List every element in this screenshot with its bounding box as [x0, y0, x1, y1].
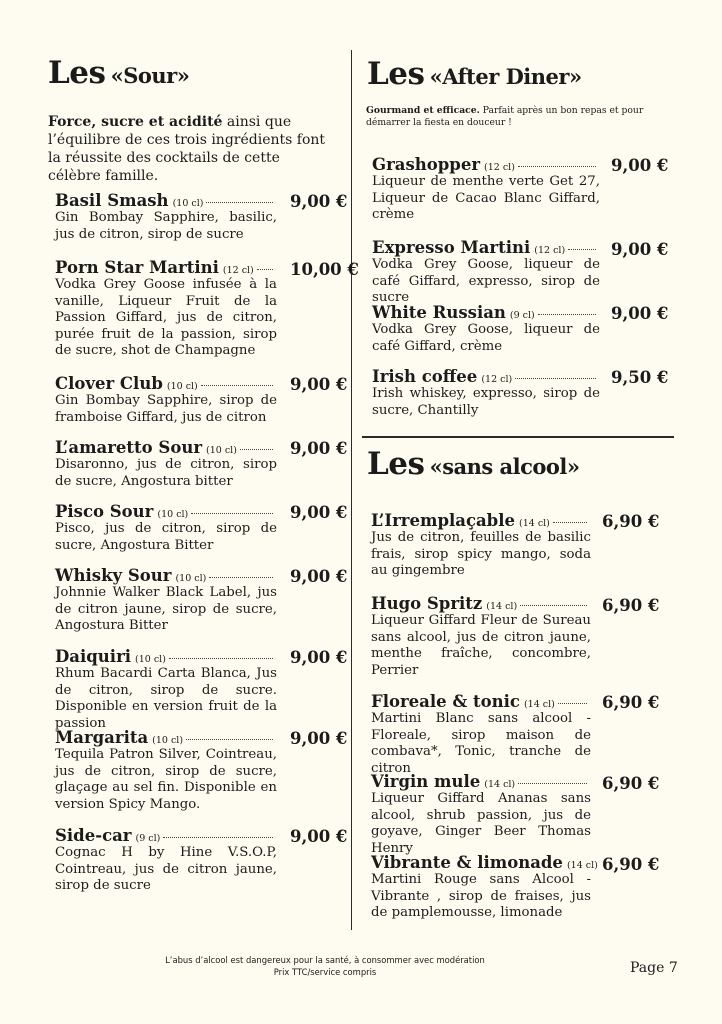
- item-description: Cognac H by Hine V.S.O.P, Cointreau, jus de citron jaune, sirop de sucre: [55, 845, 277, 894]
- menu-item: [372, 303, 600, 355]
- item-volume: (12 cl): [484, 162, 515, 173]
- after-intro: [366, 105, 674, 129]
- leader-dots: [257, 269, 273, 270]
- item-name: White Russian: [372, 303, 506, 322]
- item-volume: (10 cl): [172, 198, 204, 209]
- item-price: 10,00 €: [290, 260, 359, 279]
- menu-item: [372, 367, 600, 419]
- item-description: Gin Bombay Sapphire, basilic, jus de citron, sirop de sucre: [55, 210, 277, 242]
- after-intro-text: Parfait après un bon repas et pour démarrer la fiesta en douceur !: [366, 105, 644, 128]
- sans-title: [367, 446, 580, 482]
- item-volume: (10 cl): [166, 381, 198, 392]
- price-note: Prix TTC/service compris: [273, 967, 377, 977]
- item-description: Gin Bombay Sapphire, sirop de framboise Giffard, jus de citron: [55, 393, 277, 425]
- item-name: Porn Star Martini: [55, 258, 219, 277]
- item-description: Vodka Grey Goose, liqueur de café Giffard, expresso, sirop de sucre: [372, 257, 600, 306]
- item-description: Vodka Grey Goose, liqueur de café Giffard, crème: [372, 322, 600, 354]
- leader-dots: [538, 314, 596, 315]
- item-price: 9,00 €: [290, 375, 348, 394]
- leader-dots: [515, 378, 596, 379]
- item-name: Pisco Sour: [55, 502, 154, 521]
- item-description: Jus de citron, feuilles de basilic frais, sirop spicy mango, soda au gingembre: [371, 530, 591, 579]
- item-description: Rhum Bacardi Carta Blanca, Jus de citron, sirop de sucre. Disponible en version fruit de la passion: [55, 666, 277, 731]
- item-name: Daiquiri: [55, 647, 132, 666]
- menu-item: [371, 594, 591, 679]
- item-name: Expresso Martini: [372, 238, 531, 257]
- leader-dots: [568, 249, 596, 250]
- sour-title-prefix: Les: [48, 55, 106, 91]
- leader-dots: [518, 783, 587, 784]
- item-description: Liqueur de menthe verte Get 27, Liqueur de Cacao Blanc Giffard, crème: [372, 174, 600, 223]
- item-name: Side-car: [55, 826, 132, 845]
- item-volume: (9 cl): [509, 310, 535, 321]
- menu-item: [371, 853, 598, 922]
- item-price: 9,00 €: [611, 304, 669, 323]
- leader-dots: [553, 522, 587, 523]
- item-name: L’Irremplaçable: [371, 511, 515, 530]
- menu-item: [371, 511, 591, 580]
- item-name: Grashopper: [372, 155, 481, 174]
- item-price: 6,90 €: [602, 596, 660, 615]
- item-description: Vodka Grey Goose infusée à la vanille, Liqueur Fruit de la Passion Giffard, jus de citron, purée fruit de la passion, sirop de sucre, shot de Champagne: [55, 277, 277, 359]
- menu-item: [55, 258, 277, 360]
- item-name: Clover Club: [55, 374, 163, 393]
- menu-item: [372, 155, 600, 224]
- item-description: Johnnie Walker Black Label, jus de citron jaune, sirop de sucre, Angostura Bitter: [55, 585, 277, 634]
- item-price: 6,90 €: [602, 774, 660, 793]
- item-volume: (10 cl): [157, 509, 189, 520]
- leader-dots: [520, 605, 587, 606]
- item-name: Margarita: [55, 728, 149, 747]
- item-price: 9,00 €: [290, 439, 348, 458]
- item-price: 9,00 €: [290, 567, 348, 586]
- item-price: 9,00 €: [611, 240, 669, 259]
- menu-item: [55, 647, 277, 732]
- item-volume: (14 cl): [523, 699, 555, 710]
- sour-title-main: «Sour»: [110, 63, 190, 88]
- menu-item: [55, 374, 277, 426]
- after-title-main: «After Diner»: [429, 64, 582, 89]
- leader-dots: [240, 449, 273, 450]
- leader-dots: [206, 202, 273, 203]
- page-number: Page 7: [630, 960, 678, 976]
- item-description: Disaronno, jus de citron, sirop de sucre, Angostura bitter: [55, 457, 277, 489]
- item-name: L’amaretto Sour: [55, 438, 203, 457]
- item-price: 6,90 €: [602, 693, 660, 712]
- menu-item: [371, 692, 591, 777]
- item-volume: (9 cl): [135, 833, 161, 844]
- item-volume: (12 cl): [534, 245, 566, 256]
- item-price: 9,50 €: [611, 368, 669, 387]
- leader-dots: [558, 703, 587, 704]
- leader-dots: [518, 166, 596, 167]
- leader-dots: [209, 577, 273, 578]
- item-price: 6,90 €: [602, 512, 660, 531]
- item-price: 9,00 €: [290, 192, 348, 211]
- item-volume: (12 cl): [222, 265, 254, 276]
- item-volume: (14 cl): [519, 518, 550, 529]
- item-name: Irish coffee: [372, 367, 478, 386]
- item-description: Liqueur Giffard Fleur de Sureau sans alcool, jus de citron jaune, menthe fraîche, concombre, Perrier: [371, 613, 591, 678]
- section-divider: [362, 436, 674, 438]
- item-price: 6,90 €: [602, 855, 660, 874]
- after-title-prefix: Les: [367, 56, 425, 92]
- leader-dots: [163, 837, 273, 838]
- menu-item: [55, 191, 277, 243]
- item-price: 9,00 €: [290, 729, 348, 748]
- item-volume: (14 cl): [484, 779, 516, 790]
- item-description: Pisco, jus de citron, sirop de sucre, Angostura Bitter: [55, 521, 277, 553]
- menu-item: [55, 728, 277, 813]
- item-volume: (10 cl): [175, 573, 207, 584]
- column-divider: [351, 50, 352, 930]
- menu-item: [55, 826, 277, 895]
- item-price: 9,00 €: [290, 648, 348, 667]
- leader-dots: [201, 385, 273, 386]
- item-volume: (10 cl): [135, 654, 166, 665]
- menu-item: [55, 502, 277, 554]
- alcohol-warning: L’abus d’alcool est dangereux pour la santé, à consommer avec modération: [165, 955, 485, 965]
- item-price: 9,00 €: [611, 156, 669, 175]
- item-volume: (14 cl): [566, 860, 598, 871]
- leader-dots: [186, 739, 273, 740]
- item-description: Liqueur Giffard Ananas sans alcool, shrub passion, jus de goyave, Ginger Beer Thomas Henry: [371, 791, 591, 856]
- item-volume: (10 cl): [152, 735, 184, 746]
- sour-intro-bold: Force, sucre et acidité: [48, 114, 223, 130]
- leader-dots: [191, 513, 273, 514]
- item-name: Floreale & tonic: [371, 692, 520, 711]
- menu-item: [371, 772, 591, 857]
- item-volume: (14 cl): [486, 601, 518, 612]
- item-name: Vibrante & limonade: [371, 853, 563, 872]
- item-price: 9,00 €: [290, 827, 348, 846]
- leader-dots: [169, 658, 273, 659]
- sans-title-main: «sans alcool»: [429, 454, 580, 479]
- item-volume: (10 cl): [206, 445, 237, 456]
- item-name: Hugo Spritz: [371, 594, 483, 613]
- item-description: Martini Rouge sans Alcool - Vibrante , sirop de fraises, jus de pamplemousse, limonade: [371, 872, 591, 921]
- item-name: Virgin mule: [371, 772, 481, 791]
- after-title: [367, 56, 582, 92]
- sans-title-prefix: Les: [367, 446, 425, 482]
- item-price: 9,00 €: [290, 503, 348, 522]
- menu-item: [372, 238, 600, 307]
- menu-item: [55, 566, 277, 635]
- menu-item: [55, 438, 277, 490]
- sour-intro-text: ainsi que l’équilibre de ces trois ingrédients font la réussite des cocktails de cette célèbre famille.: [48, 114, 326, 184]
- item-name: Basil Smash: [55, 191, 169, 210]
- item-volume: (12 cl): [481, 374, 513, 385]
- sour-title: [48, 55, 189, 91]
- item-description: Irish whiskey, expresso, sirop de sucre, Chantilly: [372, 386, 600, 418]
- item-description: Tequila Patron Silver, Cointreau, jus de citron, sirop de sucre, glaçage au sel fin. Disponible en version Spicy Mango.: [55, 747, 277, 812]
- item-description: Martini Blanc sans alcool - Floreale, sirop maison de combava*, Tonic, tranche de citron: [371, 711, 591, 776]
- sour-intro: [48, 113, 336, 185]
- item-name: Whisky Sour: [55, 566, 172, 585]
- after-intro-bold: Gourmand et efficace.: [366, 105, 480, 116]
